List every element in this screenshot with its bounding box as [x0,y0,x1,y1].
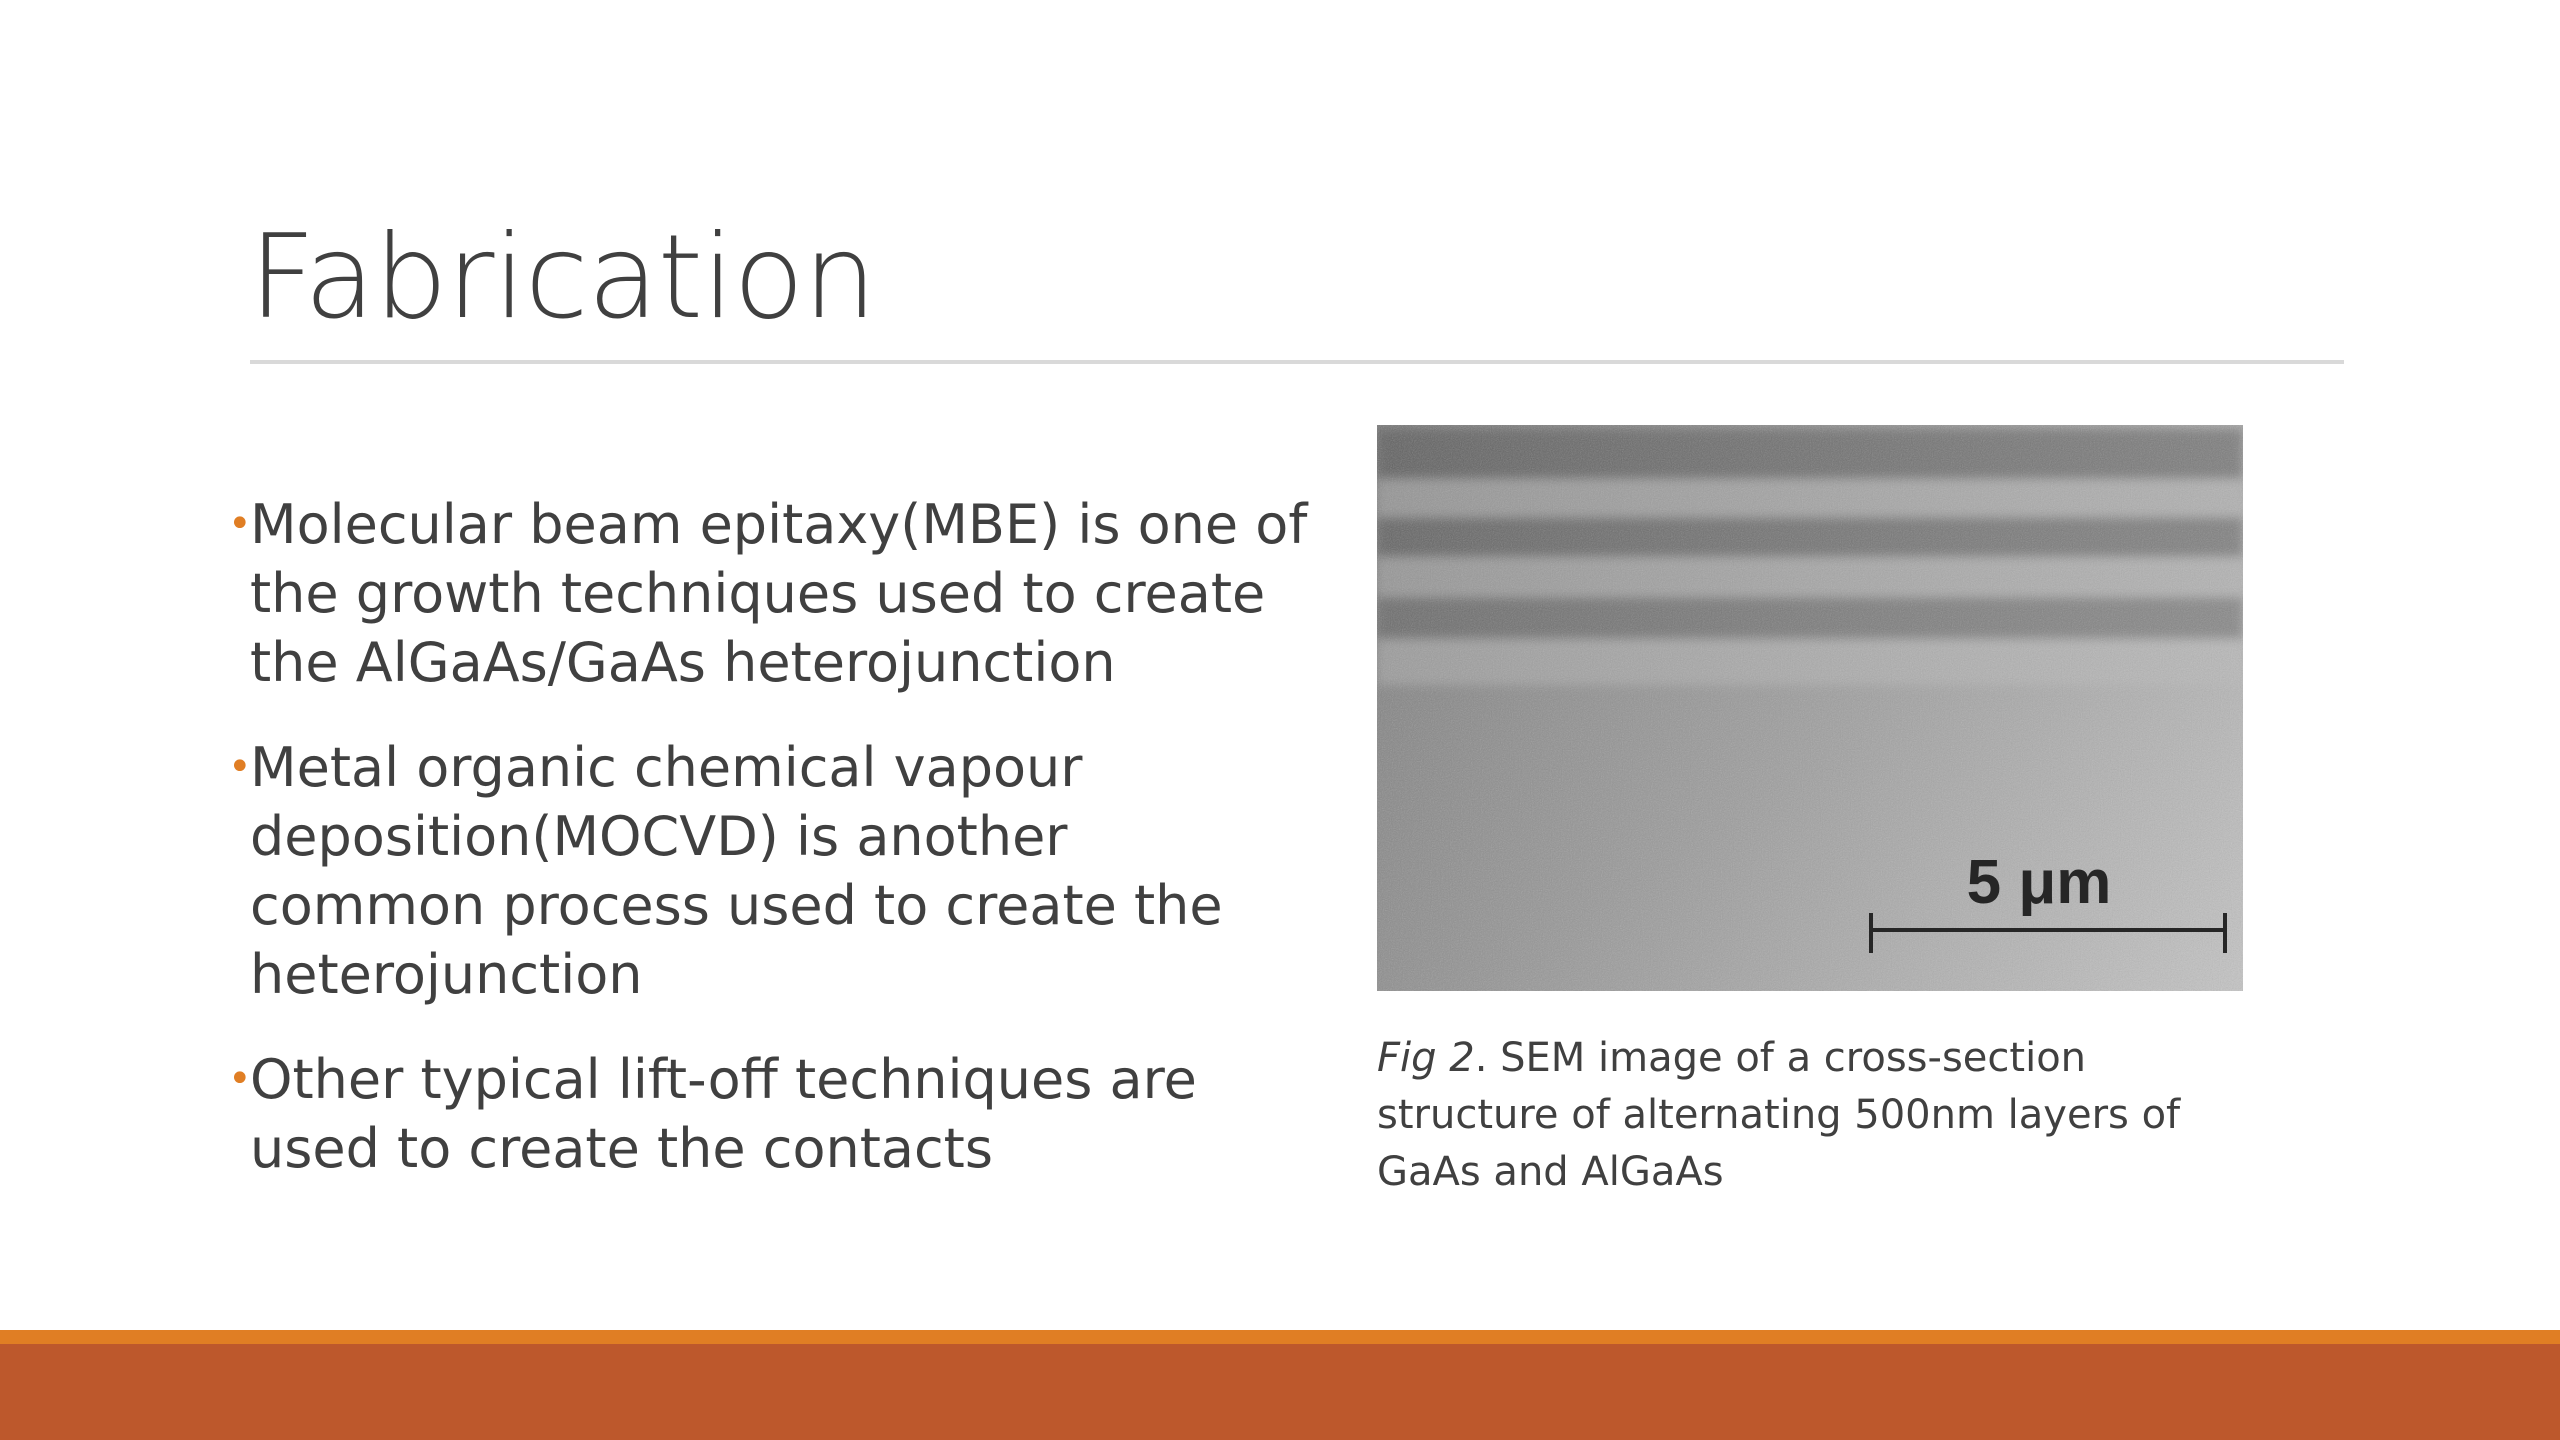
caption-text: . SEM image of a cross-section structure of alternating 500nm layers of GaAs and AlGaAs [1377,1035,2181,1195]
bullet-item-mbe [228,490,1318,697]
footer-accent-stripe [0,1330,2560,1344]
bullet-item-mocvd [228,733,1318,1009]
bullet-item-lift-off [228,1045,1318,1183]
sem-image [1377,425,2243,991]
scale-bar-label: 5 μm [1966,848,2112,917]
bullet-marker: • [228,501,252,547]
bullet-marker: • [228,1056,252,1102]
bullet-text: Metal organic chemical vapour deposition(MOCVD) is another common process used to create the heterojunction [250,736,1223,1006]
bullet-list [228,490,1318,1219]
footer-band [0,1344,2560,1440]
bullet-text: Other typical lift-off techniques are used to create the contacts [250,1048,1197,1180]
bullet-marker: • [228,744,252,790]
caption-label: Fig 2 [1377,1035,1475,1081]
figure-caption [1377,1030,2277,1201]
slide-title: Fabrication [249,210,876,345]
title-divider [250,360,2344,364]
bullet-text: Molecular beam epitaxy(MBE) is one of the growth techniques used to create the AlGaAs/GaAs heterojunction [250,493,1308,694]
